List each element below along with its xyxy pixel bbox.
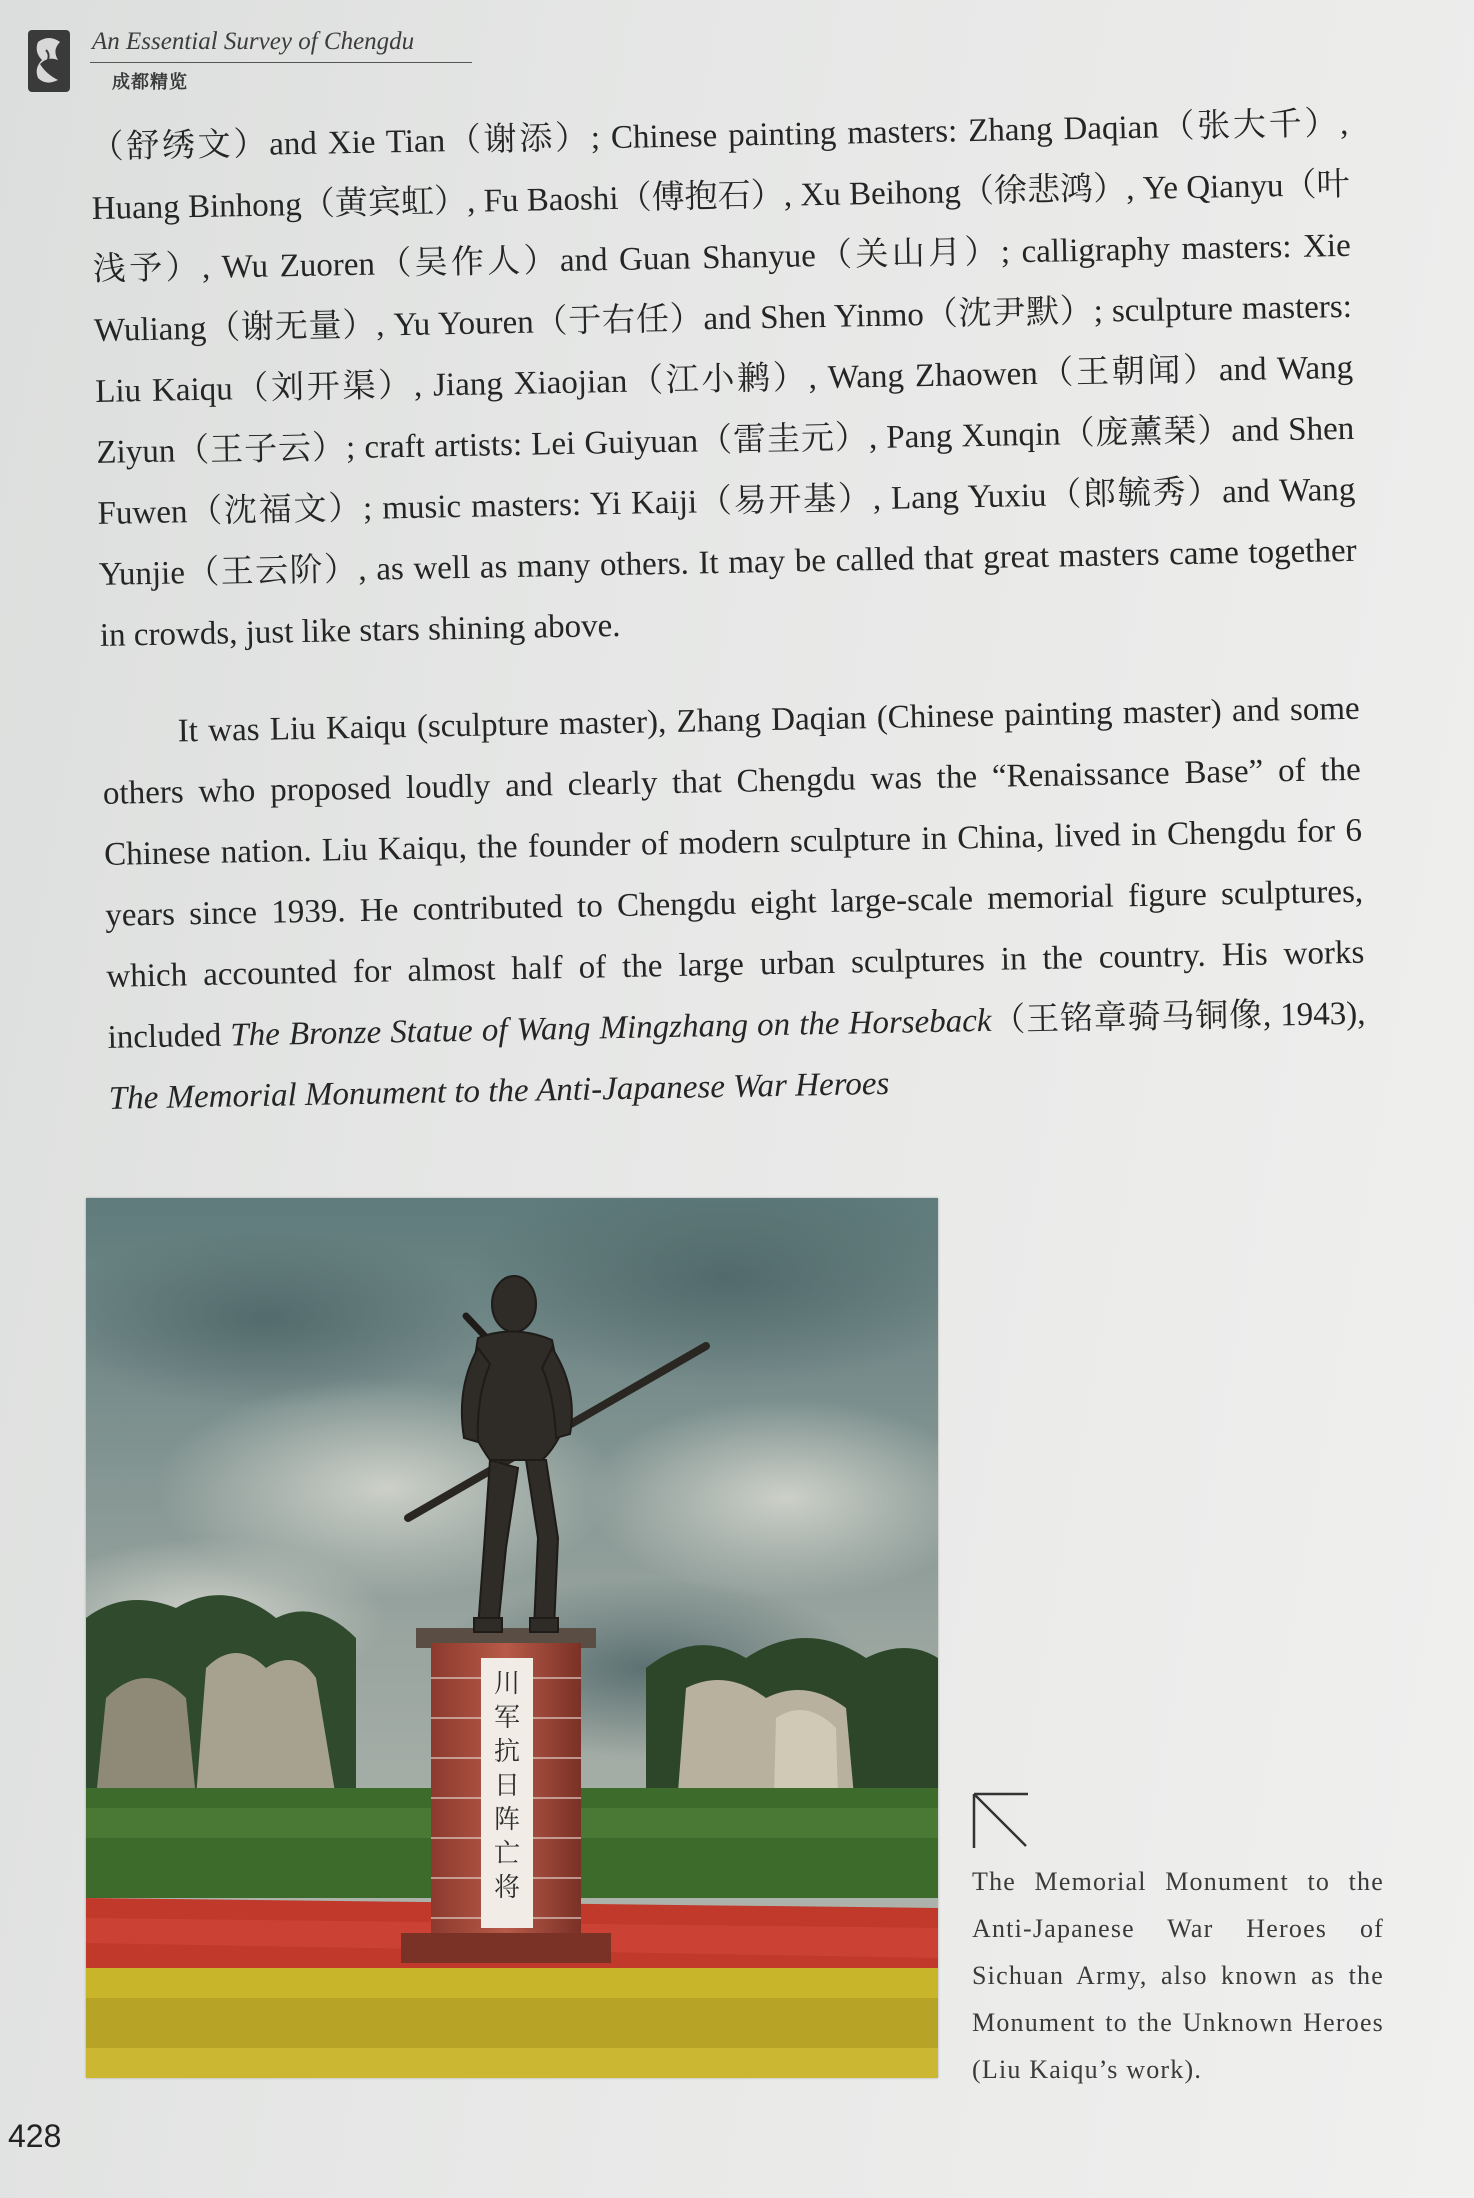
series-title: An Essential Survey of Chengdu [92,28,415,55]
paragraph-masters-list: （舒绣文）and Xie Tian（谢添）; Chinese painting masters: Zhang Daqian（张大千）, Huang Binhong（黄宾虹）, Fu Baoshi（傅抱石）, Xu Beihong（徐悲鸿）, Ye Qianyu（叶浅予）, Wu Zuoren（吴作人）and Guan Shanyue（关山月）; calligraphy masters: Xie Wuliang（谢无量）, Yu Youren（于右任）and Shen Yinmo（沈尹默）; sculpture masters: Liu Kaiqu（刘开渠）, Jiang Xiaojian（江小鹣）, Wang Zhaowen（王朝闻）and Wang Ziyun（王子云）; craft artists: Lei Guiyuan（雷圭元）, Pang Xunqin（庞薰琹）and Shen Fuwen（沈福文）; music masters: Yi Kaiji（易开基）, Lang Yuxiu（郎毓秀）and Wang Yunjie（王云阶）, as well as many others. It may be called that great masters came together in crowds, just like stars shining above. [90,105,1357,654]
body-text [90,94,1367,1130]
caption-arrow-icon [970,1790,1028,1848]
inscription-char: 抗 [493,1737,521,1767]
inscription-char: 军 [493,1703,521,1733]
paragraph-text: It was Liu Kaiqu (sculpture master), Zhang Daqian (Chinese painting master) and some others who proposed loudly and clearly that Chengdu was the “Renaissance Base” of the Chinese nation. Liu Kaiqu, the founder of modern sculpture in China, lived in Chengdu for 6 years since 1939. He contributed to Chengdu eight large-scale memorial figure sculptures, which accounted for almost half of the large urban sculptures in the country. His works included [102,690,1365,1056]
series-subtitle: 成都精览 [112,72,188,93]
running-header [28,26,468,96]
inscription-char: 日 [493,1771,521,1801]
inscription-char: 将 [493,1873,521,1903]
inscription-char: 川 [493,1669,521,1699]
header-divider [90,62,472,63]
inscription-char: 阵 [493,1805,521,1835]
monument-photo [86,1198,938,2078]
photo-caption: The Memorial Monument to the Anti-Japanese War Heroes of Sichuan Army, also known as the Monument to the Unknown Heroes (Liu Kaiqu’s work). [972,1867,1384,2084]
book-logo-icon [28,30,70,92]
work-title-bronze-statue: The Bronze Statue of Wang Mingzhang on the Horseback [230,1002,992,1054]
inscription-char: 亡 [493,1839,521,1869]
page-number: 428 [8,2118,62,2154]
work-title-memorial-monument: The Memorial Monument to the Anti-Japanese War Heroes [108,1065,890,1117]
work-chinese-title: （王铭章骑马铜像, 1943), [991,995,1366,1039]
paragraph-liu-kaiqu [101,679,1367,1130]
